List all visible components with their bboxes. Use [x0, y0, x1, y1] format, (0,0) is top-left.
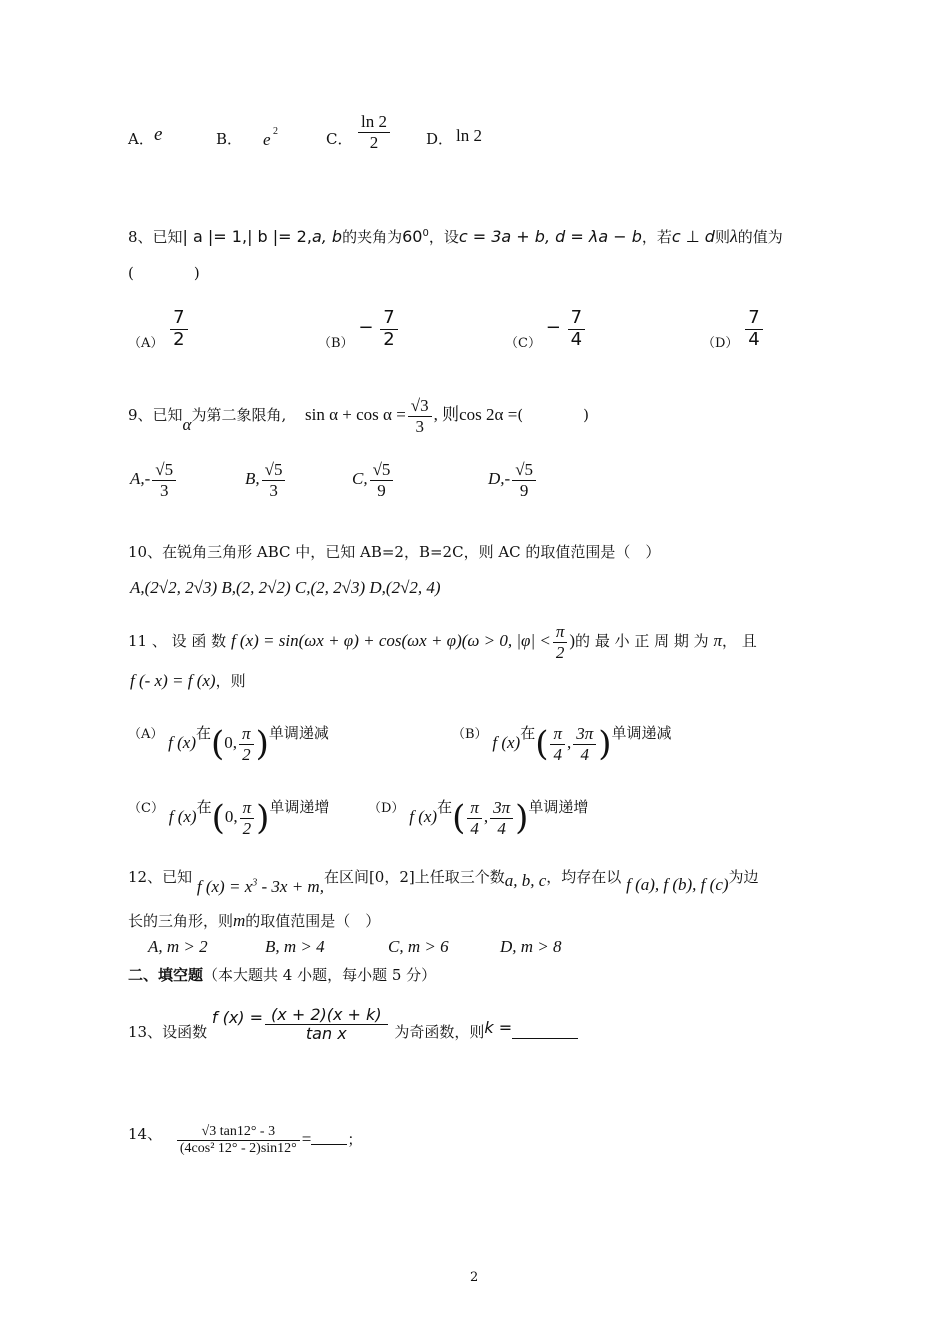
q11-tail-2: ， 且 — [721, 632, 757, 651]
q13-lhs: f (x) = — [211, 1007, 264, 1027]
q8-condition: | a |= 1,| b |= 2, — [182, 227, 312, 246]
section-2-note: （本大题共 4 小题，每小题 5 分） — [203, 966, 437, 984]
q7-option-a-value: e — [154, 124, 163, 145]
question-11 — [128, 622, 757, 662]
q7-option-c-fraction: $\frac{\ln 2}{2}$ — [358, 112, 390, 152]
q8-option-a-label: （A） — [128, 336, 164, 352]
q9-then: , 则 — [433, 405, 460, 425]
question-9 — [128, 396, 589, 436]
q8-option-a — [128, 308, 190, 350]
q8-tail: 的值为 — [737, 228, 783, 246]
q11-line-2 — [130, 670, 246, 691]
q9-fraction: $\frac{√3}{3}$ — [408, 396, 432, 436]
q9-expression-2: cos 2α = — [459, 405, 518, 425]
q7-option-a-label: A． — [128, 130, 154, 148]
q8-angle-degree: 0 — [422, 228, 429, 239]
q13-fraction: $\frac{(x + 2)(x + k)}{\text{tan x}}$ — [265, 1006, 388, 1044]
q8-option-a-fraction: $\frac{7}{2}$ — [170, 308, 187, 350]
q7-option-c-label: C． — [326, 130, 353, 148]
q12-mid-2: ，均存在以 — [546, 868, 622, 886]
q8-option-b-fraction: $\frac{7}{2}$ — [380, 308, 397, 350]
q12-fabc: f (a), f (b), f (c) — [626, 875, 729, 894]
q9-paren: ( ) — [517, 406, 590, 425]
question-12 — [128, 866, 759, 896]
q8-angle-text: 的夹角为 — [342, 228, 403, 246]
q8-perp-condition: c ⊥ d — [671, 227, 715, 246]
q8-option-b-sign: − — [358, 317, 374, 339]
q9-option-d: D,- $\frac{√5}{9}$ — [488, 460, 538, 500]
q9-alpha: α — [182, 415, 192, 435]
q11-tail: 的 最 小 正 周 期 为 — [575, 632, 709, 651]
q8-set-text: ，设 — [428, 228, 459, 246]
q11-prefix: 11 、 设 函 数 — [128, 632, 227, 651]
q9-option-c: C, $\frac{√5}{9}$ — [352, 460, 395, 500]
q11-fraction: $\frac{\pi}{2}$ — [553, 622, 568, 662]
q12-tail: 为边 — [728, 868, 759, 886]
question-14 — [128, 1124, 362, 1157]
question-13 — [128, 1005, 578, 1048]
q12-option-c: C, m > 6 — [388, 937, 449, 956]
q11-option-b: （B） f (x)在( $\frac{\pi}{4}$ , $\frac{3\pi}{4}$ )单调递减 — [452, 724, 672, 765]
section-2-title: 二、填空题 — [128, 966, 204, 984]
q11-line-2-tail: ，则 — [215, 672, 246, 690]
q9-option-a: A,- $\frac{√5}{3}$ — [130, 460, 178, 500]
q12-prefix: 12、已知 — [128, 868, 193, 886]
q12-function: f $(x) = x^3 - 3x + m$, — [196, 877, 324, 896]
q11-option-d: （D） f (x)在( $\frac{\pi}{4}$ , $\frac{3\pi}{4}$ )单调递增 — [368, 798, 589, 839]
page-number: 2 — [470, 1270, 479, 1285]
q8-option-c — [505, 308, 587, 350]
q9-expression: sin α + cos α = — [305, 405, 406, 425]
q8-option-d-fraction: $\frac{7}{4}$ — [745, 308, 762, 350]
q12-mid: 在区间[0，2]上任取三个数 — [323, 868, 505, 886]
q14-end: ； — [347, 1130, 363, 1149]
q7-option-d-label: D． — [426, 130, 454, 148]
q13-answer-blank[interactable] — [512, 1038, 578, 1039]
q12-option-d: D, m > 8 — [500, 937, 562, 956]
q10-options: A,(2√2, 2√3) B,(2, 2√2) C,(2, 2√3) D,(2√2, 4) — [130, 578, 441, 597]
q14-fraction: $\frac{√3 \tan 12^\circ - 3}{\text{(4cos² 12° - 2)sin12°}}$ — [177, 1124, 300, 1157]
q8-option-d-label: （D） — [702, 336, 739, 352]
q8-option-b-label: （B） — [318, 336, 354, 352]
q8-answer-paren: ( ) — [128, 264, 200, 282]
q7-option-b-sup: 2 — [273, 126, 278, 137]
q12-option-b: B, m > 4 — [265, 937, 325, 956]
q12-line-2 — [128, 910, 380, 931]
q8-option-c-label: （C） — [505, 336, 541, 352]
q14-answer-blank[interactable] — [311, 1144, 347, 1145]
q8-vectors-ab: a, b — [311, 227, 343, 246]
q9-prefix: 9、已知 — [128, 406, 183, 425]
q8-c-d-expression: c = 3a + b, d = λa − b — [458, 227, 642, 246]
q11-option-c: （C） f (x)在(0, $\frac{\pi}{2}$ )单调递增 — [128, 798, 330, 839]
q8-option-b — [318, 308, 400, 350]
section-2-heading — [128, 964, 436, 985]
q13-tail: 为奇函数，则 — [394, 1022, 485, 1041]
q11-close: ) — [569, 631, 576, 651]
q7-option-b-value: e — [263, 130, 271, 149]
q12-abc: a, b, c — [504, 871, 547, 890]
question-10: 10、在锐角三角形 ABC 中，已知 AB=2，B=2C，则 AC 的取值范围是（ ） — [128, 543, 661, 561]
q8-prefix: 8、已知 — [128, 228, 183, 246]
q14-prefix: 14、 — [128, 1124, 163, 1143]
q12-line-2-tail: 的取值范围是（ ） — [245, 912, 381, 930]
q13-prefix: 13、设函数 — [128, 1022, 208, 1041]
q12-line-2-text: 长的三角形，则 — [128, 912, 234, 930]
q8-lambda: λ — [729, 226, 738, 246]
q14-equals: = — [301, 1129, 312, 1149]
q8-then-text: 则 — [714, 228, 730, 246]
question-8 — [128, 226, 783, 247]
q8-option-c-fraction: $\frac{7}{4}$ — [568, 308, 585, 350]
q11-even-condition: f (- x) = f (x) — [130, 671, 216, 690]
q11-pi: π — [713, 631, 722, 651]
q12-option-a: A, m > 2 — [148, 937, 208, 956]
q8-option-d — [702, 308, 765, 350]
q8-angle-value: 60 — [402, 227, 423, 246]
q7-option-d-value: ln 2 — [456, 126, 482, 145]
q7-option-b-label: B． — [216, 130, 243, 148]
q9-mid: 为第二象限角, — [191, 406, 287, 425]
q11-expression: f (x) = sin(ωx + φ) + cos(ωx + φ)(ω > 0, |φ| < — [230, 631, 551, 651]
q11-option-a: （A） f (x)在(0, $\frac{\pi}{2}$ )单调递减 — [128, 724, 329, 765]
q9-option-b: B, $\frac{√5}{3}$ — [245, 460, 287, 500]
q8-if-text: ，若 — [641, 228, 672, 246]
q13-k: k = — [484, 1017, 513, 1037]
q8-option-c-sign: − — [545, 317, 561, 339]
q12-m: m — [233, 911, 246, 930]
